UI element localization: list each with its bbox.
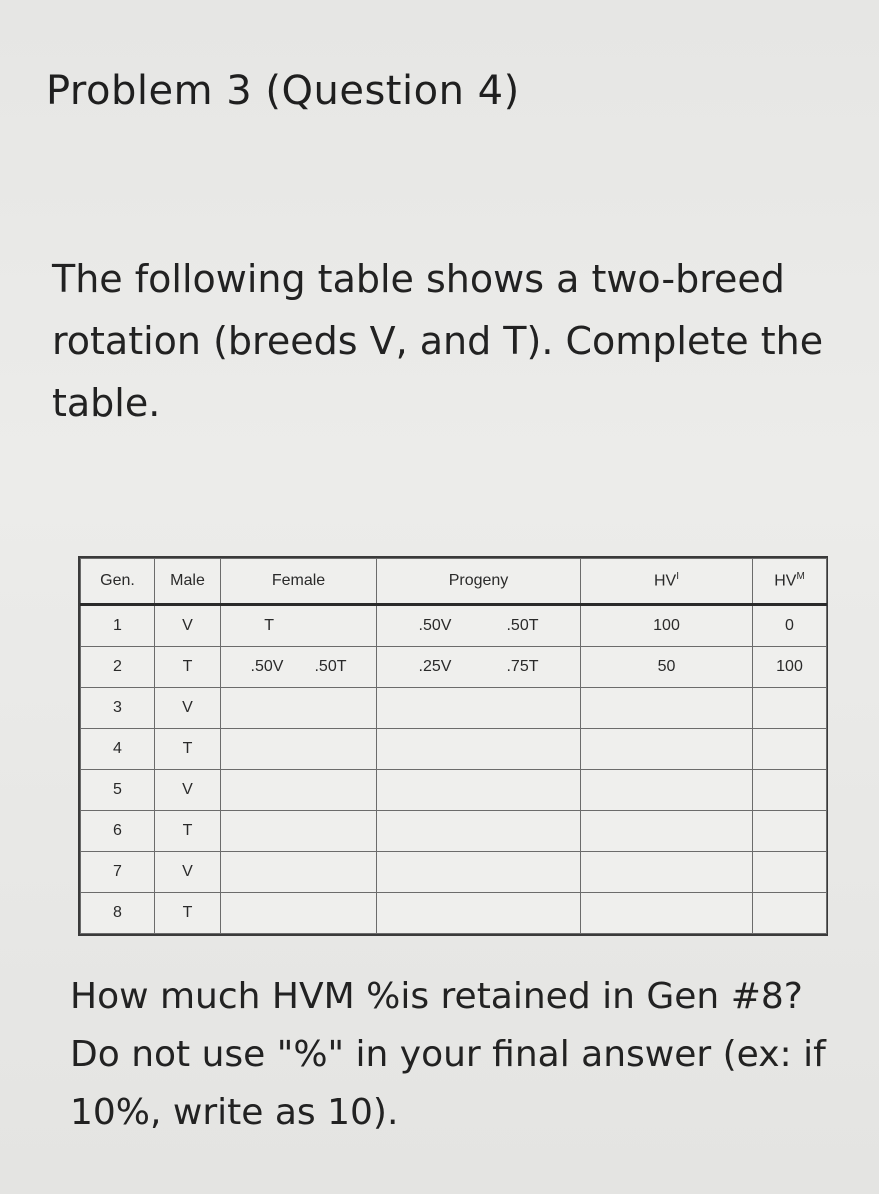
cell-hvi[interactable] (581, 811, 753, 852)
table-row (81, 893, 827, 934)
cell-gen: 2 (81, 647, 155, 688)
cell-gen: 4 (81, 729, 155, 770)
cell-progeny[interactable] (377, 811, 581, 852)
cell-hvm[interactable]: 100 (753, 647, 827, 688)
cell-progeny[interactable] (377, 729, 581, 770)
cell-hvi[interactable] (581, 729, 753, 770)
cell-progeny[interactable] (377, 770, 581, 811)
cell-hvi[interactable]: 50 (581, 647, 753, 688)
cell-gen: 3 (81, 688, 155, 729)
page-title: Problem 3 (Question 4) (46, 68, 520, 114)
cell-hvm[interactable]: 0 (753, 605, 827, 647)
cell-female[interactable] (221, 729, 377, 770)
header-hvi: $HV^I$ (581, 559, 753, 605)
cell-hvm[interactable] (753, 811, 827, 852)
cell-progeny[interactable]: .25V .75T (377, 647, 581, 688)
cell-hvm[interactable] (753, 893, 827, 934)
header-female: Female (221, 559, 377, 605)
cell-progeny[interactable]: .50V .50T (377, 605, 581, 647)
cell-progeny[interactable] (377, 893, 581, 934)
cell-hvm[interactable] (753, 770, 827, 811)
table-header-row (81, 559, 827, 605)
cell-gen: 6 (81, 811, 155, 852)
cell-hvi[interactable] (581, 770, 753, 811)
cell-hvi[interactable] (581, 852, 753, 893)
cell-hvm[interactable] (753, 852, 827, 893)
table-row (81, 811, 827, 852)
question-text: How much HVM %is retained in Gen #8? Do not use "%" in your final answer (ex: if 10%, write as 10). (70, 976, 826, 1133)
cell-male: V (155, 605, 221, 647)
header-gen: Gen. (81, 559, 155, 605)
cell-male: T (155, 729, 221, 770)
cell-female[interactable] (221, 811, 377, 852)
cell-female[interactable] (221, 688, 377, 729)
table-row (81, 770, 827, 811)
cell-hvi[interactable]: 100 (581, 605, 753, 647)
cell-hvm[interactable] (753, 729, 827, 770)
cell-female[interactable] (221, 770, 377, 811)
cell-male: V (155, 688, 221, 729)
cell-progeny[interactable] (377, 852, 581, 893)
cell-hvm[interactable] (753, 688, 827, 729)
table-row (81, 688, 827, 729)
rotation-table (78, 556, 828, 936)
cell-gen: 8 (81, 893, 155, 934)
cell-male: T (155, 893, 221, 934)
header-male: Male (155, 559, 221, 605)
intro-text: The following table shows a two-breed rotation (breeds V, and T). Complete the table. (52, 257, 824, 425)
cell-male: V (155, 852, 221, 893)
table-row (81, 852, 827, 893)
cell-gen: 5 (81, 770, 155, 811)
cell-male: T (155, 647, 221, 688)
table-row (81, 647, 827, 688)
header-progeny: Progeny (377, 559, 581, 605)
cell-hvi[interactable] (581, 688, 753, 729)
cell-male: T (155, 811, 221, 852)
cell-female[interactable]: T (221, 605, 377, 647)
cell-female[interactable] (221, 852, 377, 893)
cell-female[interactable]: .50V .50T (221, 647, 377, 688)
cell-hvi[interactable] (581, 893, 753, 934)
cell-gen: 7 (81, 852, 155, 893)
table-row (81, 605, 827, 647)
cell-male: V (155, 770, 221, 811)
cell-progeny[interactable] (377, 688, 581, 729)
header-hvm: $HV^M$ (753, 559, 827, 605)
table-row (81, 729, 827, 770)
cell-female[interactable] (221, 893, 377, 934)
cell-gen: 1 (81, 605, 155, 647)
